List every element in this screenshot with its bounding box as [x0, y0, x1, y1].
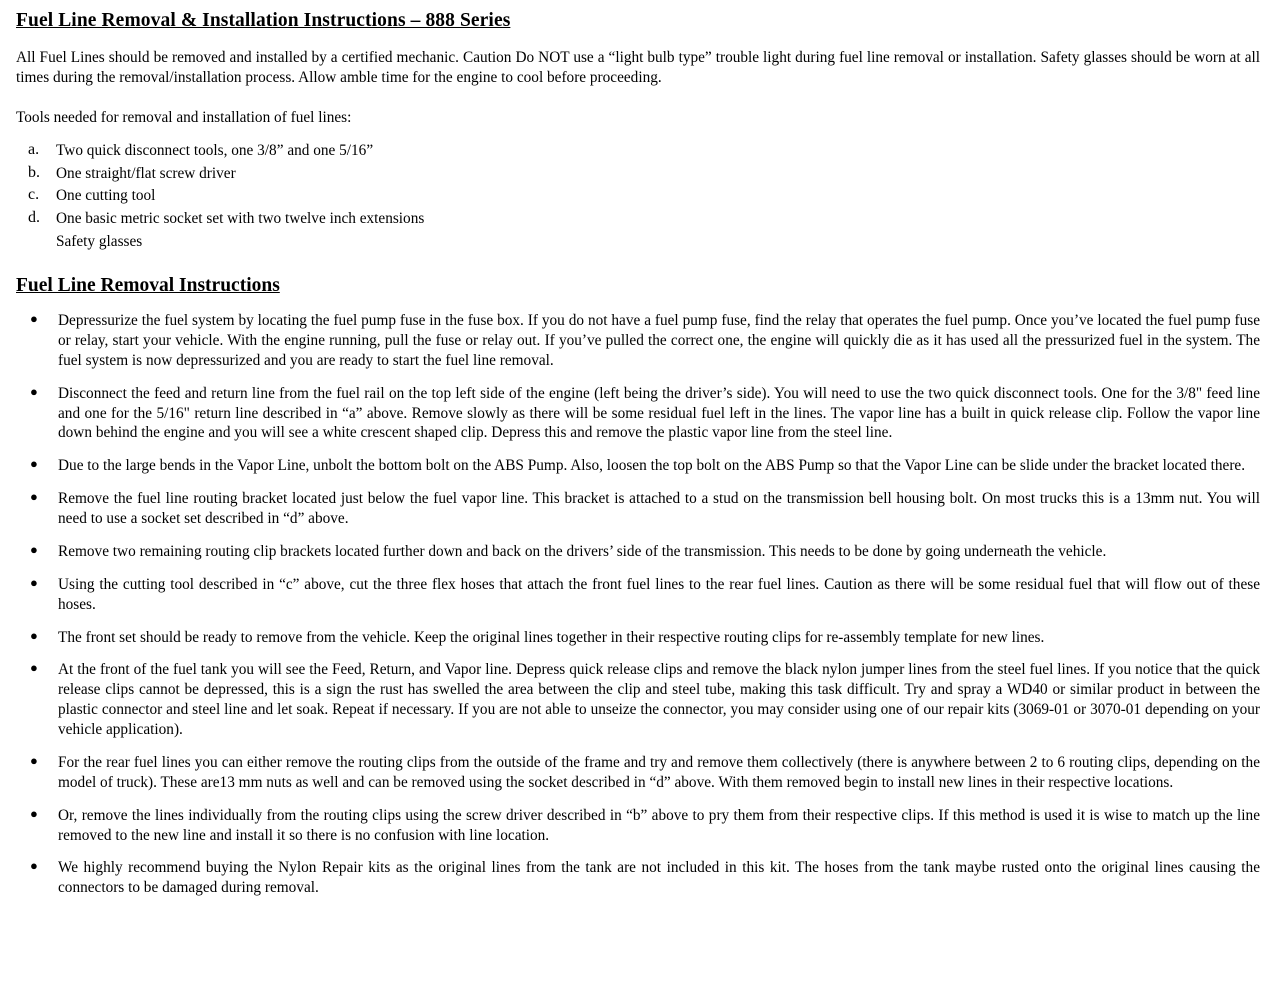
list-item-label: At the front of the fuel tank you will see the Feed, Return, and Vapor line. Depress quick release clips and remove the black nylon jumper lines from the steel fuel lines. If you notice that the quick release clips cannot be depressed, this is a sign the rust has swelled the area between the clip and steel tube, making this task difficult. Try and spray a WD40 or similar product in between the plastic connector and steel line and let soak. Repeat if necessary. If you are not able to unseize the connector, you may consider using one of our repair kits (3069-01 or 3070-01 depending on your vehicle application). [58, 661, 1260, 739]
bullet-icon: ● [30, 752, 38, 768]
list-item [16, 208, 1260, 230]
bullet-icon: ● [30, 383, 38, 399]
list-item-label: The front set should be ready to remove from the vehicle. Keep the original lines together in their respective routing clips for re-assembly template for new lines. [58, 628, 1045, 646]
list-item-label: Remove two remaining routing clip brackets located further down and back on the drivers’ side of the transmission. This needs to be done by going underneath the vehicle. [58, 542, 1107, 560]
list-item [16, 575, 1260, 615]
list-item-label: Due to the large bends in the Vapor Line, unbolt the bottom bolt on the ABS Pump. Also, loosen the top bolt on the ABS Pump so that the Vapor Line can be slide under the bracket located there. [58, 457, 1246, 475]
list-item-marker: b. [28, 163, 40, 181]
bullet-icon: ● [30, 660, 38, 676]
list-item [16, 456, 1260, 476]
list-item [16, 163, 1260, 185]
bullet-icon: ● [30, 627, 38, 643]
list-item [16, 806, 1260, 846]
list-item [16, 753, 1260, 793]
list-item-label: One straight/flat screw driver [56, 164, 236, 182]
list-item [16, 628, 1260, 648]
list-item-marker: d. [28, 209, 40, 227]
bullet-icon: ● [30, 311, 38, 327]
list-item [16, 660, 1260, 740]
bullet-icon: ● [30, 574, 38, 590]
removal-steps-list [16, 311, 1260, 898]
list-item-label: Two quick disconnect tools, one 3/8” and one 5/16” [56, 142, 374, 160]
list-item [16, 231, 1260, 253]
bullet-icon: ● [30, 489, 38, 505]
list-item-label: Remove the fuel line routing bracket located just below the fuel vapor line. This bracket is attached to a stud on the transmission bell housing bolt. On most trucks this is a 13mm nut. You will need to use a socket set described in “d” above. [58, 490, 1260, 528]
list-item-label: Safety glasses [56, 232, 143, 250]
list-item [16, 311, 1260, 371]
list-item-label: One cutting tool [56, 187, 156, 205]
list-item [16, 489, 1260, 529]
list-item-label: One basic metric socket set with two twelve inch extensions [56, 210, 425, 228]
list-item [16, 384, 1260, 444]
list-item-label: Using the cutting tool described in “c” above, cut the three flex hoses that attach the front fuel lines to the rear fuel lines. Caution as there will be some residual fuel that will flow out of these hoses. [58, 575, 1260, 613]
page-title: Fuel Line Removal & Installation Instructions – 888 Series [16, 10, 511, 31]
bullet-icon: ● [30, 541, 38, 557]
list-item-marker: c. [28, 186, 40, 204]
list-item [16, 140, 1260, 162]
list-item [16, 185, 1260, 207]
intro-paragraph: All Fuel Lines should be removed and installed by a certified mechanic. Caution Do NOT use a “light bulb type” trouble light during fuel line removal or installation. Safety glasses should be worn at all times during the removal/installation process. Allow amble time for the engine to cool before proceeding. [16, 49, 1260, 87]
tools-list [16, 140, 1260, 253]
tools-lead-paragraph: Tools needed for removal and installation of fuel lines: [16, 109, 352, 127]
list-item-label: For the rear fuel lines you can either remove the routing clips from the outside of the frame and try and remove them collectively (there is anywhere between 2 to 6 routing clips, depending on the model of truck). These are13 mm nuts as well and can be removed using the socket described in “d” above. With them removed begin to install new lines in their respective locations. [58, 753, 1260, 791]
list-item-label: We highly recommend buying the Nylon Repair kits as the original lines from the tank are not included in this kit. The hoses from the tank maybe rusted onto the original lines causing the connectors to be damaged during removal. [58, 859, 1260, 897]
list-item-label: Or, remove the lines individually from the routing clips using the screw driver described in “b” above to pry them from their respective clips. If this method is used it is wise to match up the line removed to the new line and install it so there is no confusion with line location. [58, 806, 1260, 844]
list-item-label: Depressurize the fuel system by locating the fuel pump fuse in the fuse box. If you do not have a fuel pump fuse, find the relay that operates the fuel pump. Once you’ve located the fuel pump fuse or relay, start your vehicle. With the engine running, pull the fuse or relay out. If you’ve pulled the correct one, the engine will quickly die as it has used all the pressurized fuel in the system. The fuel system is now depressurized and you are ready to start the fuel line removal. [58, 312, 1260, 369]
section-title-removal: Fuel Line Removal Instructions [16, 274, 280, 296]
bullet-icon: ● [30, 858, 38, 874]
list-item-marker: a. [28, 141, 40, 159]
list-item [16, 858, 1260, 898]
bullet-icon: ● [30, 456, 38, 472]
bullet-icon: ● [30, 805, 38, 821]
list-item [16, 542, 1260, 562]
list-item-label: Disconnect the feed and return line from the fuel rail on the top left side of the engine (left being the driver’s side). You will need to use the two quick disconnect tools. One for the 3/8" feed line and one for the 5/16" return line described in “a” above. Remove slowly as there will be some residual fuel left in the lines. The vapor line has a built in quick release clip. Follow the vapor line down behind the engine and you will see a white crescent shaped clip. Depress this and remove the plastic vapor line from the steel line. [58, 384, 1260, 442]
